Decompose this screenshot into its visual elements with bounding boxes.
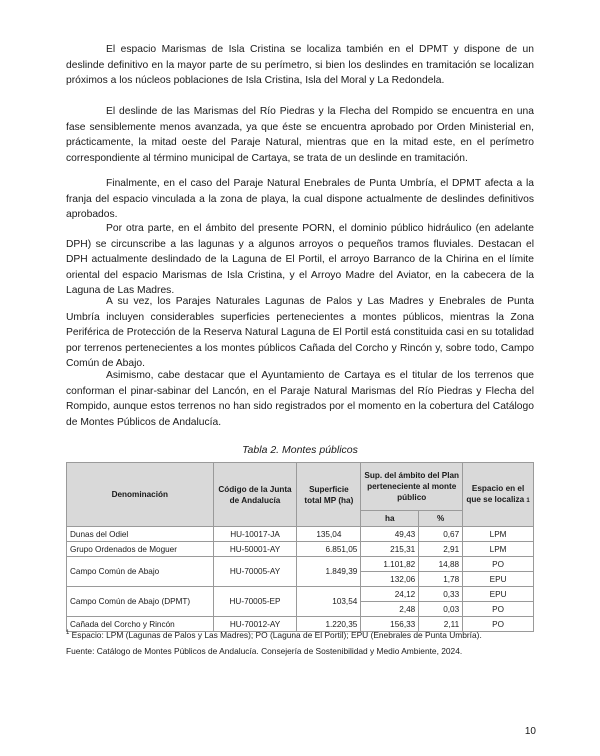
- header-espacio-footnote-mark: 1: [526, 497, 530, 504]
- header-superficie: Superficie total MP (ha): [297, 463, 361, 527]
- paragraph-montes-publicos: A su vez, los Parajes Naturales Lagunas de Palos y Las Madres y Enebrales de Punta Umbría incluyen considerables superficies pertenecientes a montes públicos, mientras la Zona Periférica de Protección de la Reserva Natural Laguna de El Portil está constituida casi en su totalidad por terrenos pertenecientes a los montes públicos Cañada del Corcho y Rincón y, sobre todo, Campo Común de Abajo.: [66, 296, 534, 370]
- cell-total: 1.849,39: [297, 557, 361, 587]
- table-row: [67, 542, 534, 557]
- page-number: 10: [524, 726, 536, 737]
- cell-space: PO: [463, 557, 534, 572]
- table-row: [67, 527, 534, 542]
- cell-name: Grupo Ordenados de Moguer: [67, 542, 214, 557]
- cell-ha: 132,06: [361, 572, 419, 587]
- cell-space: EPU: [463, 572, 534, 587]
- cell-pct: 0,33: [419, 587, 463, 602]
- header-ha: ha: [361, 511, 419, 527]
- cell-total: 135,04: [297, 527, 361, 542]
- paragraph-dph: Por otra parte, en el ámbito del presente PORN, el dominio público hidráulico (en adelante DPH) se circunscribe a las lagunas y a algunos arroyos o pequeños tramos fluviales. Destacan el DPH actualmente deslindado de la Laguna de El Portil, el arroyo Barranco de la Chirina en el límite oriental del espacio Marismas de Isla Cristina, y el Arroyo Madre del Aviator, en la cabecera de la Laguna de Las Madres.: [66, 223, 534, 297]
- header-sup-ambito: Sup. del ámbito del Plan perteneciente al monte público: [361, 463, 463, 511]
- cell-code: HU-70012-AY: [213, 617, 297, 632]
- paragraph-rio-piedras: El deslinde de las Marismas del Río Piedras y la Flecha del Rompido se encuentra en una fase sensiblemente menos avanzada, ya que éste se encuentra aprobado por Orden Ministerial en, prácticamente, la mitad oeste del Paraje Natural, mientras que en la mitad este, en el perímetro correspondiente al término municipal de Cartaya, se trata de un deslinde en tramitación.: [66, 106, 534, 164]
- cell-pct: 2,11: [419, 617, 463, 632]
- cell-name: Dunas del Odiel: [67, 527, 214, 542]
- cell-ha: 156,33: [361, 617, 419, 632]
- cell-space: PO: [463, 617, 534, 632]
- cell-ha: 215,31: [361, 542, 419, 557]
- cell-total: 1.220,35: [297, 617, 361, 632]
- cell-ha: 24,12: [361, 587, 419, 602]
- cell-pct: 2,91: [419, 542, 463, 557]
- cell-name: Campo Común de Abajo (DPMT): [67, 587, 214, 617]
- paragraph-punta-umbria: Finalmente, en el caso del Paraje Natural Enebrales de Punta Umbría, el DPMT afecta a la franja del espacio vinculada a la zona de playa, la cual dispone actualmente de deslindes definitivos aprobados.: [66, 178, 534, 221]
- cell-space: PO: [463, 602, 534, 617]
- cell-ha: 49,43: [361, 527, 419, 542]
- header-codigo: Código de la Junta de Andalucía: [213, 463, 297, 527]
- cell-pct: 14,88: [419, 557, 463, 572]
- cell-code: HU-70005-EP: [213, 587, 297, 617]
- cell-total: 103,54: [297, 587, 361, 617]
- cell-name: Campo Común de Abajo: [67, 557, 214, 587]
- header-denominacion: Denominación: [67, 463, 214, 527]
- cell-pct: 0,67: [419, 527, 463, 542]
- cell-pct: 0,03: [419, 602, 463, 617]
- montes-publicos-table: [66, 462, 534, 632]
- paragraph-cartaya: Asimismo, cabe destacar que el Ayuntamiento de Cartaya es el titular de los terrenos que conforman el pinar-sabinar del Lancón, en el Paraje Natural Marismas del Río Piedras y Flecha del Rompido, aunque estos terrenos no han sido registrados por el momento en la cobertura del Catálogo de Montes Públicos de Andalucía.: [66, 370, 534, 428]
- header-espacio-label: Espacio en el que se localiza: [466, 483, 525, 504]
- cell-space: LPM: [463, 527, 534, 542]
- header-pct: %: [419, 511, 463, 527]
- footnote-mark: 1: [66, 630, 70, 637]
- table-caption: Tabla 2. Montes públicos: [242, 444, 358, 456]
- table-footnote: [66, 630, 482, 640]
- cell-pct: 1,78: [419, 572, 463, 587]
- cell-code: HU-10017-JA: [213, 527, 297, 542]
- table-row: [67, 587, 534, 602]
- cell-space: LPM: [463, 542, 534, 557]
- cell-total: 6.851,05: [297, 542, 361, 557]
- cell-ha: 1.101,82: [361, 557, 419, 572]
- cell-code: HU-70005-AY: [213, 557, 297, 587]
- cell-ha: 2,48: [361, 602, 419, 617]
- table-source: Fuente: Catálogo de Montes Públicos de Andalucía. Consejería de Sostenibilidad y Medio Ambiente, 2024.: [66, 646, 463, 656]
- table-row: [67, 557, 534, 572]
- footnote-text: Espacio: LPM (Lagunas de Palos y Las Madres); PO (Laguna de El Portil); EPU (Enebrales de Punta Umbría).: [69, 630, 482, 640]
- cell-space: EPU: [463, 587, 534, 602]
- header-espacio: [463, 463, 534, 527]
- paragraph-isla-cristina: El espacio Marismas de Isla Cristina se localiza también en el DPMT y dispone de un deslinde definitivo en la mayor parte de su perímetro, si bien los deslindes en tramitación se localizan próximos a los núcleos poblaciones de Isla Cristina, Isla del Moral y La Redondela.: [66, 44, 534, 87]
- cell-name: Cañada del Corcho y Rincón: [67, 617, 214, 632]
- cell-code: HU-50001-AY: [213, 542, 297, 557]
